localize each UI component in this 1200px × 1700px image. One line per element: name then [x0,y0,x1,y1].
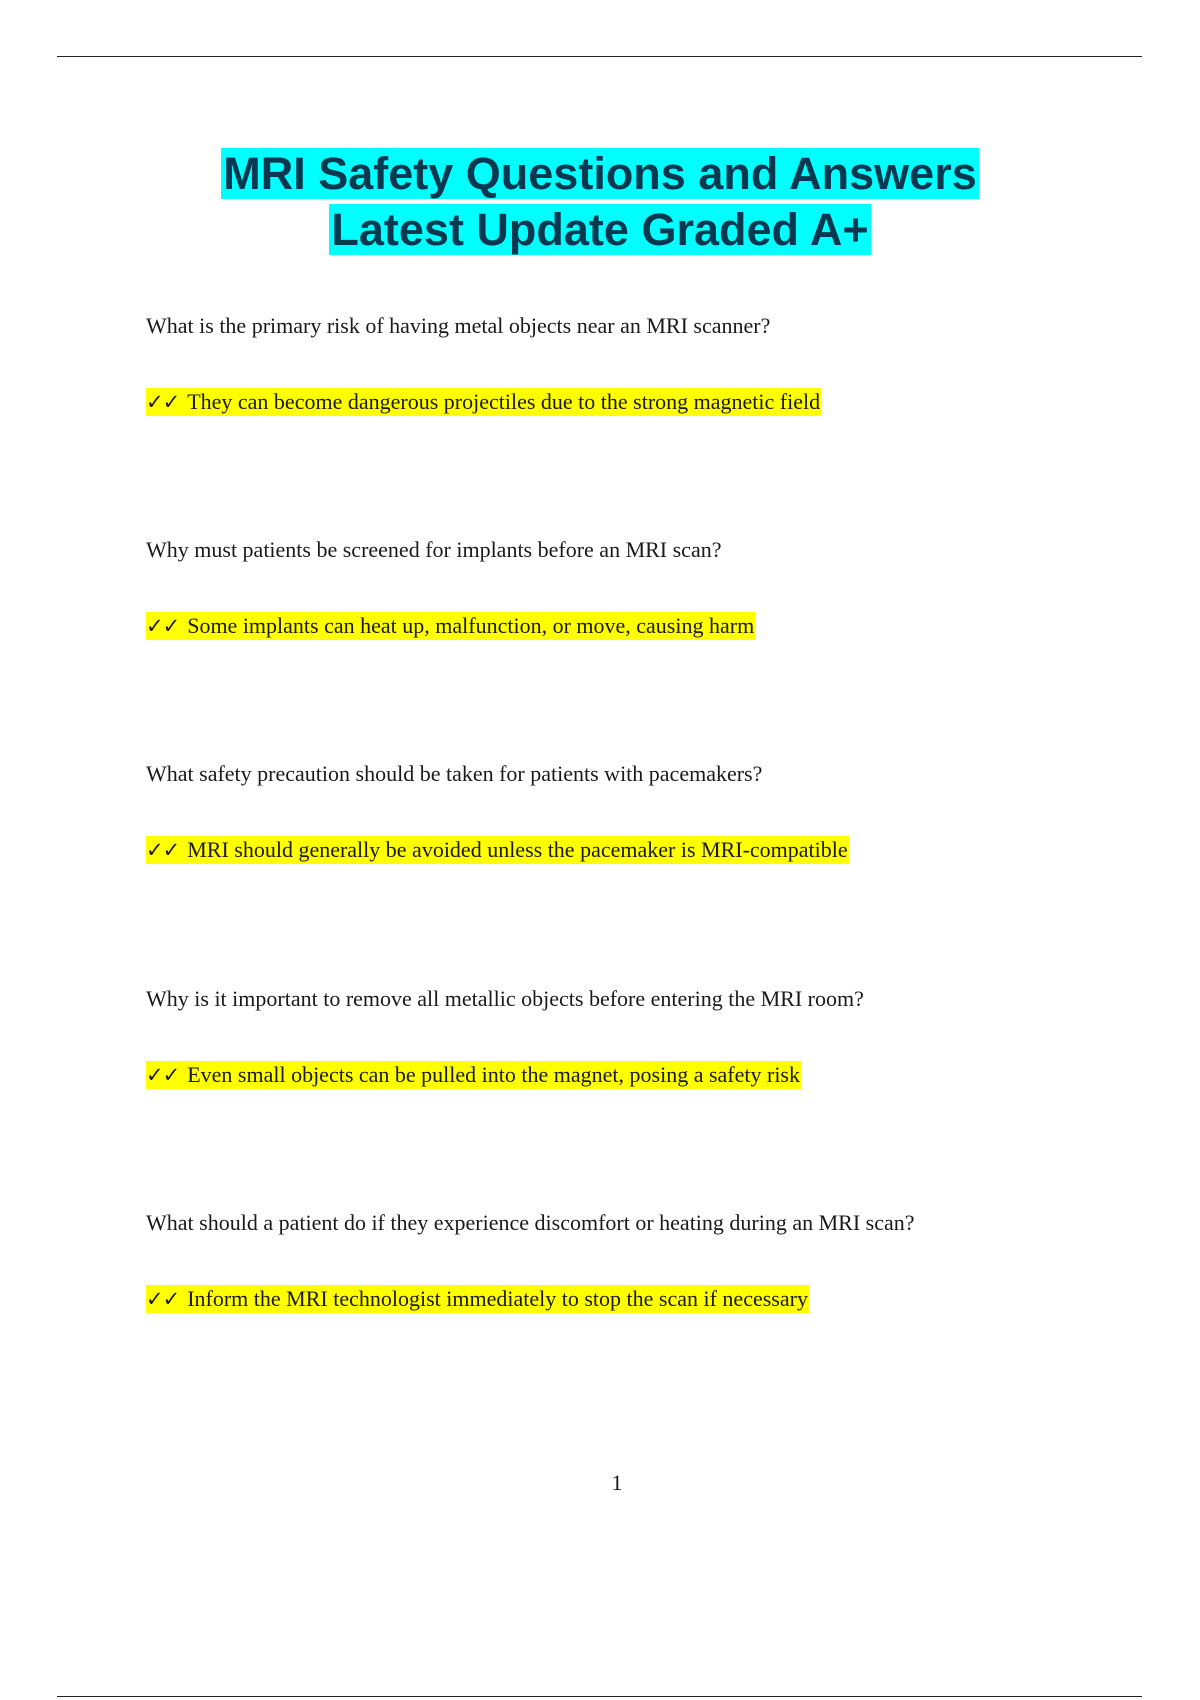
answer-label: They can become dangerous projectiles due to the strong magnetic field [187,389,821,414]
qa-item-4 [146,984,1106,1090]
question-text: What should a patient do if they experience discomfort or heating during an MRI scan? [146,1210,915,1235]
answer-text [146,1284,1106,1314]
qa-item-1 [146,311,1106,417]
footer-rule [57,1696,1142,1697]
answer-highlight [146,388,821,416]
answer-highlight [146,612,755,640]
question-text: What safety precaution should be taken for patients with pacemakers? [146,761,763,786]
double-check-icon: ✓✓ [146,1063,180,1087]
double-check-icon: ✓✓ [146,390,180,414]
answer-text [146,1060,1106,1090]
double-check-icon: ✓✓ [146,838,180,862]
title-line-1: MRI Safety Questions and Answers [223,148,977,199]
double-check-icon: ✓✓ [146,614,180,638]
header-rule [57,56,1142,57]
answer-highlight [146,836,849,864]
answer-text [146,387,1106,417]
answer-text [146,611,1106,641]
question-text: Why is it important to remove all metallic objects before entering the MRI room? [146,986,864,1011]
answer-text [146,835,1106,865]
page-title [0,146,1200,258]
double-check-icon: ✓✓ [146,1287,180,1311]
answer-label: Inform the MRI technologist immediately to stop the scan if necessary [187,1286,808,1311]
qa-item-5 [146,1208,1106,1314]
title-line-2: Latest Update Graded A+ [331,204,869,255]
qa-item-3 [146,759,1106,865]
qa-item-2 [146,535,1106,641]
answer-label: Even small objects can be pulled into the magnet, posing a safety risk [187,1062,800,1087]
answer-highlight [146,1061,801,1089]
question-text: Why must patients be screened for implants before an MRI scan? [146,537,722,562]
page-number: 1 [611,1470,623,1495]
answer-label: MRI should generally be avoided unless the pacemaker is MRI-compatible [187,837,848,862]
question-text: What is the primary risk of having metal objects near an MRI scanner? [146,313,771,338]
answer-label: Some implants can heat up, malfunction, or move, causing harm [187,613,755,638]
answer-highlight [146,1285,809,1313]
